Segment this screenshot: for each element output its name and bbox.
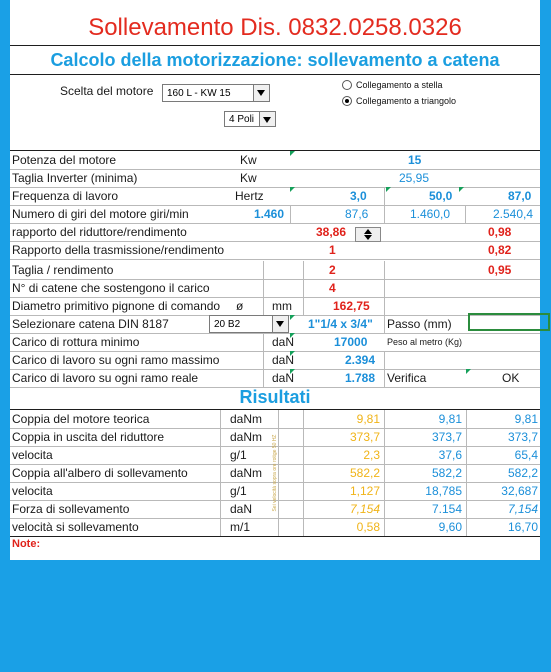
chain-select[interactable] [209,315,289,333]
cell-border [466,482,467,500]
cell-value[interactable]: 38,86 [316,225,347,239]
row-potenza [10,151,540,170]
result-unit: daNm [230,412,263,426]
row-unit: 1.460 [254,207,285,221]
divider [10,536,540,537]
poles-select-value: 4 Poli [229,114,255,125]
row-reale [10,369,540,388]
result-value-a: 1,127 [349,484,380,498]
cell-border [384,446,385,464]
cell-border [384,205,385,223]
row-label: Carico di lavoro su ogni ramo reale [12,371,199,385]
cell-border [384,187,385,205]
cell-marker [459,187,464,192]
cell-border [466,428,467,446]
result-label: Coppia all'albero di sollevamento [12,466,188,480]
cell-value: 2.394 [345,353,376,367]
ratio-spinner[interactable] [355,227,381,242]
row-unit: daN [272,371,295,385]
cell-value: 162,75 [333,299,370,313]
result-value-b: 582,2 [431,466,462,480]
cell-border [384,369,385,387]
cell-value[interactable]: 1 [329,243,336,257]
chevron-down-icon[interactable] [272,316,288,332]
cell-value: Verifica [387,371,427,385]
result-value-c: 32,687 [501,484,538,498]
row-inverter [10,169,540,188]
cell-value[interactable]: 25,95 [399,171,430,185]
result-value-b: 373,7 [431,430,462,444]
row-rottura [10,333,540,352]
cell-value: 0,98 [488,225,512,239]
result-label: velocita [12,484,53,498]
cell-border [466,464,467,482]
result-value-c: 65,4 [514,448,538,462]
cell-value[interactable]: 2 [329,263,336,277]
cell-value: OK [502,371,520,385]
cell-border [278,446,279,464]
row-unit: Kw [240,153,257,167]
cell-border [466,518,467,536]
result-value-c: 582,2 [507,466,538,480]
vertical-note: Sei velocità sopra ore rotige 50 HZ [272,434,278,512]
cell-border [220,482,221,500]
cell-value: 17000 [334,335,368,349]
row-unit: mm [272,299,292,313]
bottom-band [10,560,540,672]
cell-value: 0,82 [488,243,512,257]
cell-value[interactable]: 87,0 [508,189,532,203]
cell-border [263,279,264,297]
result-label: velocita [12,448,53,462]
result-value-a: 0,58 [356,520,380,534]
cell-border [303,482,304,500]
chevron-down-icon[interactable] [253,85,269,101]
row-label: Carico di lavoro su ogni ramo massimo [12,353,220,367]
cell-value[interactable]: 3,0 [350,189,367,203]
motor-select[interactable] [162,84,270,102]
cell-marker [290,187,295,192]
cell-border [303,297,304,315]
passo-input[interactable] [468,313,550,331]
row-unit: Kw [240,171,257,185]
cell-border [278,518,279,536]
row-label: Frequenza di lavoro [12,189,119,203]
cell-border [263,333,264,351]
result-label: velocità si sollevamento [12,520,139,534]
row-taglia [10,261,540,280]
cell-value: 87,6 [345,207,369,221]
cell-value[interactable]: 15 [408,153,422,167]
cell-border [263,351,264,369]
row-giri [10,205,540,224]
result-unit: daN [230,502,253,516]
row-trasmissione [10,241,540,260]
result-value-c: 16,70 [507,520,538,534]
page-title: Sollevamento Dis. 0832.0258.0326 [88,14,462,41]
cell-marker [386,187,391,192]
chevron-down-icon[interactable] [259,112,275,126]
divider [10,74,540,75]
result-value-b: 18,785 [425,484,462,498]
cell-border [384,518,385,536]
cell-border [220,500,221,518]
cell-border [384,500,385,518]
result-value-a: 2,3 [363,448,380,462]
cell-border [384,297,385,315]
cell-border [303,279,304,297]
row-label: Taglia Inverter (minima) [12,171,138,185]
motor-select-label: Scelta del motore [60,84,154,98]
cell-border [384,428,385,446]
cell-border [303,500,304,518]
cell-border [220,518,221,536]
cell-border [384,410,385,428]
row-label: Taglia / rendimento [12,263,114,277]
result-value-c: 7,154 [507,502,538,516]
cell-border [303,428,304,446]
row-label: Selezionare catena DIN 8187 [12,317,169,331]
result-unit: daNm [230,466,263,480]
poles-select[interactable] [224,111,276,127]
radio-triangle[interactable] [342,96,352,106]
cell-border [384,315,385,333]
cell-border [303,518,304,536]
cell-value: Passo (mm) [387,317,452,331]
row-label: Potenza del motore [12,153,117,167]
cell-marker [290,351,295,356]
cell-marker [466,369,471,374]
result-label: Coppia in uscita del riduttore [12,430,165,444]
cell-value: 2.540,4 [493,207,534,221]
row-label: rapporto del riduttore/rendimento [12,225,187,239]
cell-border [278,428,279,446]
radio-star-label: Collegamento a stella [356,80,443,90]
cell-border [278,482,279,500]
result-unit: daNm [230,430,263,444]
cell-marker [290,369,295,374]
cell-border [220,446,221,464]
cell-border [220,428,221,446]
result-value-b: 9,60 [438,520,462,534]
row-massimo [10,351,540,370]
cell-border [278,410,279,428]
cell-border [384,279,385,297]
cell-border [466,446,467,464]
diameter-symbol: ø [236,299,244,313]
result-value-a: 9,81 [356,412,380,426]
cell-value[interactable]: 50,0 [429,189,453,203]
result-value-b: 7.154 [431,502,462,516]
cell-value: 1.460,0 [410,207,451,221]
row-label: Diametro primitivo pignone di comando [12,299,221,313]
result-unit: g/1 [230,448,247,462]
row-frequenza [10,187,540,206]
cell-border [290,205,291,223]
row-unit: daN [272,335,295,349]
cell-border [263,369,264,387]
results-title: Risultati [239,387,311,407]
result-value-a: 582,2 [349,466,380,480]
cell-border [278,500,279,518]
row-unit: daN [272,353,295,367]
cell-border [466,410,467,428]
cell-value: 0,95 [488,263,512,277]
row-label: Carico di rottura minimo [12,335,140,349]
cell-marker [290,151,295,156]
cell-value: 1"1/4 x 3/4" [308,317,373,331]
cell-border [220,410,221,428]
row-label: Numero di giri del motore giri/min [12,207,189,221]
result-value-c: 373,7 [507,430,538,444]
row-unit: Hertz [235,189,264,203]
row-diametro [10,297,540,316]
chain-select-value: 20 B2 [214,319,241,330]
result-unit: g/1 [230,484,247,498]
cell-border [384,482,385,500]
cell-border [466,500,467,518]
cell-border [465,205,466,223]
result-value-b: 37,6 [438,448,462,462]
cell-border [384,261,385,279]
result-value-b: 9,81 [438,412,462,426]
result-label: Coppia del motore teorica [12,412,150,426]
cell-border [303,446,304,464]
cell-border [384,464,385,482]
divider [10,45,540,46]
result-value-a: 7,154 [349,502,380,516]
result-value-c: 9,81 [514,412,538,426]
row-label: N° di catene che sostengono il carico [12,281,210,295]
row-catene [10,279,540,298]
cell-border [278,464,279,482]
radio-star[interactable] [342,80,352,90]
cell-value: Peso al metro (Kg) [387,337,463,347]
result-value-a: 373,7 [349,430,380,444]
cell-marker [290,315,295,320]
cell-border [303,464,304,482]
cell-value[interactable]: 4 [329,281,336,295]
row-riduttore [10,223,540,242]
cell-border [384,351,385,369]
cell-marker [290,333,295,338]
motor-select-value: 160 L - KW 15 [167,88,231,99]
page-subtitle: Calcolo della motorizzazione: sollevamento a catena [50,50,500,70]
cell-value: 1.788 [345,371,376,385]
result-unit: m/1 [230,520,251,534]
row-label: Rapporto della trasmissione/rendimento [12,243,225,257]
cell-border [303,261,304,279]
cell-border [263,297,264,315]
cell-border [303,410,304,428]
result-label: Forza di sollevamento [12,502,130,516]
cell-border [263,261,264,279]
radio-triangle-label: Collegamento a triangolo [356,96,457,106]
cell-border [220,464,221,482]
note-label: Note: [12,538,41,550]
